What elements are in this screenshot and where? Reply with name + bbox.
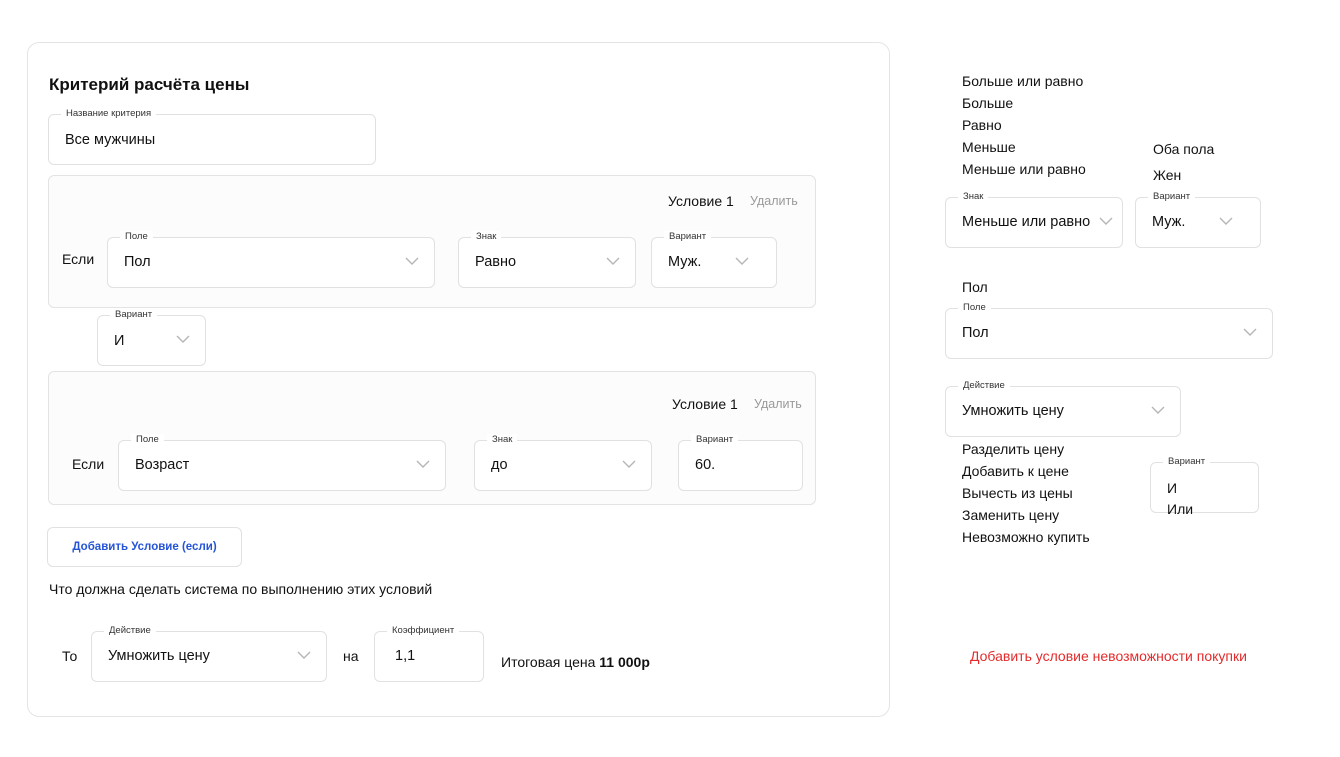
coefficient-input[interactable] bbox=[374, 625, 484, 682]
chevron-down-icon bbox=[1150, 404, 1166, 416]
condition-delete-link[interactable]: Удалить bbox=[750, 194, 798, 208]
chevron-down-icon bbox=[404, 255, 420, 267]
action-select-label: Действие bbox=[104, 625, 156, 637]
connector-select[interactable] bbox=[97, 309, 206, 366]
condition-field-select[interactable] bbox=[107, 231, 435, 288]
side-gender-select[interactable] bbox=[1135, 191, 1261, 248]
connector-select-value: И bbox=[114, 333, 125, 349]
criterion-name-label: Название критерия bbox=[61, 108, 156, 120]
coefficient-value: 1,1 bbox=[395, 648, 416, 664]
action-select[interactable] bbox=[91, 625, 327, 682]
variant-select-value: Муж. bbox=[668, 254, 702, 270]
total-price bbox=[501, 654, 650, 670]
side-sign-select[interactable] bbox=[945, 191, 1123, 248]
field-select-label: Поле bbox=[120, 231, 153, 243]
condition-title: Условие 1 bbox=[672, 396, 738, 412]
sign-select-label: Знак bbox=[471, 231, 501, 243]
action-option[interactable]: Разделить цену bbox=[962, 441, 1065, 457]
connector-option[interactable]: Или bbox=[1167, 501, 1194, 517]
side-action-select-label: Действие bbox=[958, 380, 1010, 392]
sign-select-value: до bbox=[491, 457, 508, 473]
criterion-name-value: Все мужчины bbox=[65, 132, 156, 148]
action-option[interactable]: Невозможно купить bbox=[962, 529, 1090, 545]
chevron-down-icon bbox=[605, 255, 621, 267]
side-action-select[interactable] bbox=[945, 380, 1181, 437]
chevron-down-icon bbox=[175, 333, 191, 345]
sign-option[interactable]: Меньше bbox=[962, 139, 1016, 155]
variant-input-value: 60. bbox=[695, 457, 716, 473]
action-option[interactable]: Заменить цену bbox=[962, 507, 1060, 523]
condition-if-label: Если bbox=[62, 251, 95, 267]
connector-select-label: Вариант bbox=[110, 309, 157, 321]
sign-option[interactable]: Больше или равно bbox=[962, 73, 1084, 89]
coefficient-label: Коэффициент bbox=[387, 625, 459, 637]
side-gender-select-label: Вариант bbox=[1148, 191, 1195, 203]
condition-variant-select[interactable] bbox=[651, 231, 777, 288]
condition-field-select[interactable] bbox=[118, 434, 446, 491]
chevron-down-icon bbox=[734, 255, 750, 267]
side-connector-select[interactable] bbox=[1150, 456, 1259, 517]
condition-sign-select[interactable] bbox=[458, 231, 636, 288]
condition-if-label: Если bbox=[72, 456, 105, 472]
sign-option[interactable]: Равно bbox=[962, 117, 1002, 133]
condition-title: Условие 1 bbox=[668, 193, 734, 209]
chevron-down-icon bbox=[1218, 215, 1234, 227]
side-sign-select-label: Знак bbox=[958, 191, 988, 203]
on-label: на bbox=[343, 648, 359, 664]
chevron-down-icon bbox=[296, 649, 312, 661]
criterion-name-field[interactable] bbox=[48, 108, 376, 165]
then-label: То bbox=[62, 648, 78, 664]
sign-option[interactable]: Меньше или равно bbox=[962, 161, 1086, 177]
add-condition-button[interactable]: Добавить Условие (если) bbox=[47, 527, 242, 567]
action-prompt: Что должна сделать система по выполнению этих условий bbox=[49, 581, 433, 597]
side-field-select[interactable] bbox=[945, 302, 1273, 359]
variant-input-label: Вариант bbox=[691, 434, 738, 446]
add-impossible-condition-link[interactable]: Добавить условие невозможности покупки bbox=[970, 648, 1247, 664]
variant-select-label: Вариант bbox=[664, 231, 711, 243]
card-title: Критерий расчёта цены bbox=[49, 75, 250, 94]
total-price-value: 11 000р bbox=[599, 654, 650, 670]
field-select-value: Возраст bbox=[135, 457, 190, 473]
side-field-select-label: Поле bbox=[958, 302, 991, 314]
total-price-prefix: Итоговая цена bbox=[501, 654, 596, 670]
connector-option[interactable]: И bbox=[1167, 480, 1178, 496]
chevron-down-icon bbox=[1098, 215, 1114, 227]
condition-block-2 bbox=[48, 371, 816, 505]
condition-delete-link[interactable]: Удалить bbox=[754, 397, 802, 411]
field-select-value: Пол bbox=[124, 254, 151, 270]
action-option[interactable]: Вычесть из цены bbox=[962, 485, 1073, 501]
sign-select-value: Равно bbox=[475, 254, 517, 270]
condition-sign-select[interactable] bbox=[474, 434, 652, 491]
gender-option[interactable]: Жен bbox=[1153, 167, 1182, 183]
condition-block-1 bbox=[48, 175, 816, 308]
chevron-down-icon bbox=[415, 458, 431, 470]
field-select-label: Поле bbox=[131, 434, 164, 446]
action-select-value: Умножить цену bbox=[108, 648, 210, 664]
chevron-down-icon bbox=[621, 458, 637, 470]
field-option[interactable]: Пол bbox=[962, 279, 988, 295]
side-field-select-value: Пол bbox=[962, 325, 989, 341]
side-action-select-value: Умножить цену bbox=[962, 403, 1064, 419]
gender-option[interactable]: Оба пола bbox=[1153, 141, 1215, 157]
action-option[interactable]: Добавить к цене bbox=[962, 463, 1069, 479]
side-sign-select-value: Меньше или равно bbox=[962, 214, 1091, 230]
condition-variant-input[interactable] bbox=[678, 434, 803, 491]
side-connector-label: Вариант bbox=[1163, 456, 1210, 468]
side-gender-select-value: Муж. bbox=[1152, 214, 1186, 230]
chevron-down-icon bbox=[1242, 326, 1258, 338]
sign-select-label: Знак bbox=[487, 434, 517, 446]
sign-option[interactable]: Больше bbox=[962, 95, 1014, 111]
